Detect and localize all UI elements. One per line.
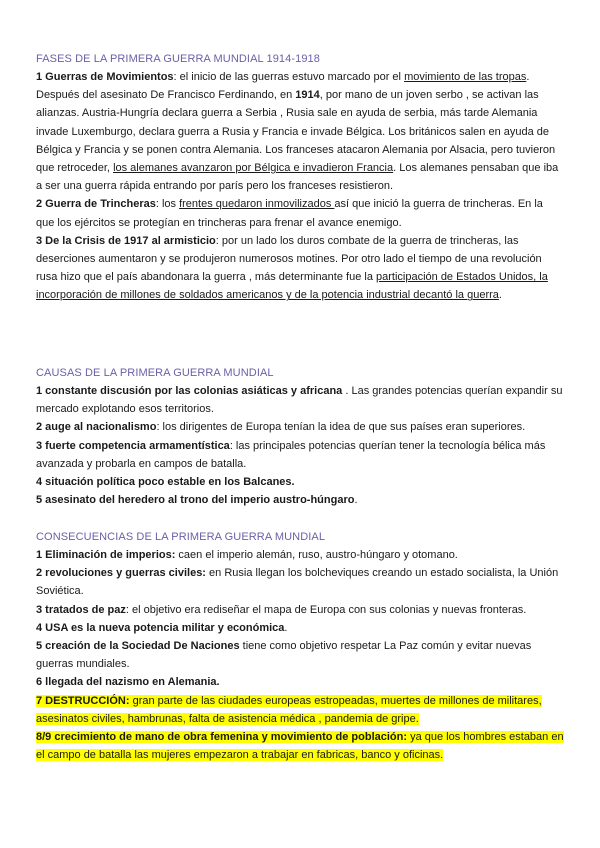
fase-1-text-c: , por mano de un joven serbo , se activan las alianzas. Austria-Hungría declara guerra a Serbia , Rusia sale en ayuda de serbia, más tarde Alemania invade Luxemburgo, declara guerra a Rusia y Francia e invade Bélgica. Los británicos salen en ayuda de Bélgica y Francia y se ponen contra Alemania. Los franceses atacaron Alemania por Alsacia, pero tuvieron que retroceder, xyxy=(36,89,556,175)
consecuencias-title-rest: DE LA PRIMERA GUERRA MUNDIAL xyxy=(133,531,326,543)
causa-item xyxy=(36,418,564,436)
causa-label: 3 fuerte competencia armamentística xyxy=(36,439,230,452)
causa-item xyxy=(36,437,564,473)
fase-3-text-b: . xyxy=(498,289,502,302)
consecuencia-text: en Rusia llegan los bolcheviques creando un estado socialista, la Unión Soviética. xyxy=(36,567,559,598)
consecuencia-item xyxy=(36,637,564,673)
fase-3-text-a: : por un lado los duros combate de la guerra de trincheras, las deserciones aumentaron y se produjeron numerosos motines. Por otro lado el tiempo de una revolución rusa hizo que el país abandonara la guerra , más determinante fue la xyxy=(36,234,542,284)
highlight-mark xyxy=(36,731,564,761)
consecuencias-title xyxy=(36,528,564,546)
causas-section xyxy=(36,364,564,509)
fase-1-underline-a: movimiento de las tropas xyxy=(404,71,527,83)
fase-1-year: 1914 xyxy=(295,89,320,102)
fase-2-label: 2 Guerra de Trincheras xyxy=(36,198,156,211)
consecuencia-text: caen el imperio alemán, ruso, austro-húngaro y otomano. xyxy=(175,549,458,561)
causas-title xyxy=(36,364,564,382)
fase-1-text-a: : el inicio de las guerras estuvo marcado por el xyxy=(173,71,405,83)
causa-label: 4 situación política poco estable en los Balcanes. xyxy=(36,476,295,489)
causa-label: 5 asesinato del heredero al trono del imperio austro-húngaro xyxy=(36,494,355,507)
fases-section xyxy=(36,50,564,305)
consecuencia-label: 3 tratados de paz xyxy=(36,603,126,616)
consecuencia-text: gran parte de las ciudades europeas estropeadas, muertes de millones de militares, asesinatos civiles, hambrunas, falta de asistencia médica , pandemia de gripe. xyxy=(36,694,542,725)
fase-2-underline: frentes quedaron inmovilizados xyxy=(179,198,335,211)
consecuencia-text: : el objetivo era rediseñar el mapa de Europa con sus colonias y nuevas fronteras. xyxy=(125,603,527,616)
fase-2-text-a: : los xyxy=(155,198,180,211)
consecuencia-label: 4 USA es la nueva potencia militar y económica xyxy=(36,621,285,634)
consecuencia-text: . xyxy=(284,621,288,634)
consecuencia-item xyxy=(36,601,564,619)
fase-3-paragraph xyxy=(36,232,564,305)
causa-item xyxy=(36,491,564,509)
causa-label: 2 auge al nacionalismo xyxy=(36,421,157,434)
consecuencia-label: 6 llegada del nazismo en Alemania. xyxy=(36,676,220,689)
causas-title-word: CAUSAS xyxy=(36,367,82,379)
fase-3-underline: participación de Estados Unidos, la incorporación de millones de soldados americanos y de la potencia industrial decantó la guerra xyxy=(36,271,548,302)
causas-title-rest: DE LA PRIMERA GUERRA MUNDIAL xyxy=(81,367,274,379)
consecuencia-item xyxy=(36,673,564,691)
causa-item xyxy=(36,473,564,491)
fase-2-paragraph xyxy=(36,195,564,231)
fase-3-label: 3 De la Crisis de 1917 al armisticio xyxy=(36,234,216,247)
causa-text: : las principales potencias querían tener la tecnología bélica más avanzada y probarla en campos de batalla. xyxy=(36,439,546,470)
consecuencia-label: 5 creación de la Sociedad De Naciones xyxy=(36,640,240,653)
consecuencia-text: ya que los hombres estaban en el campo de batalla las mujeres empezaron a trabajar en fabricas, banco y oficinas. xyxy=(36,731,564,762)
consecuencia-label: 7 DESTRUCCIÓN: xyxy=(36,694,130,707)
causa-label: 1 constante discusión por las colonias asiáticas y africana xyxy=(36,385,346,397)
fase-1-text-b: . Después del asesinato De Francisco Ferdinando, en xyxy=(36,71,530,102)
consecuencia-item xyxy=(36,546,564,564)
consecuencia-item-highlighted xyxy=(36,728,564,764)
consecuencia-text: tiene como objetivo respetar La Paz común y evitar nuevas guerras mundiales. xyxy=(36,640,532,671)
consecuencia-item-highlighted xyxy=(36,692,564,728)
fase-1-paragraph xyxy=(36,68,564,195)
fase-1-text-d: . Los alemanes pensaban que iba a ser una guerra rápida entrando por parís pero los franceses resistieron. xyxy=(36,162,559,193)
fase-1-label: 1 Guerras de Movimientos xyxy=(36,71,174,83)
consecuencia-label: 8/9 crecimiento de mano de obra femenina y movimiento de población: xyxy=(36,731,408,744)
causa-text: : los dirigentes de Europa tenían la idea de que sus países eran superiores. xyxy=(156,421,526,434)
causa-text: . xyxy=(354,494,358,507)
consecuencia-item xyxy=(36,619,564,637)
consecuencias-title-word: CONSECUENCIAS xyxy=(36,531,134,543)
fase-2-text-b: así que inició la guerra de trincheras. En la que los ejércitos se protegían en trincheras para frenar el avance enemigo. xyxy=(36,198,543,229)
consecuencia-label: 1 Eliminación de imperios: xyxy=(36,549,176,561)
fases-title: FASES DE LA PRIMERA GUERRA MUNDIAL 1914-1918 xyxy=(36,53,320,65)
causa-text: . Las grandes potencias querían expandir su mercado explotando esos territorios. xyxy=(36,385,563,416)
highlight-mark xyxy=(36,695,542,725)
consecuencia-label: 2 revoluciones y guerras civiles: xyxy=(36,567,206,580)
consecuencias-section xyxy=(36,528,564,764)
consecuencia-item xyxy=(36,564,564,600)
fase-1-underline-b: los alemanes avanzaron por Bélgica e invadieron Francia xyxy=(113,162,394,175)
causa-item xyxy=(36,382,564,418)
